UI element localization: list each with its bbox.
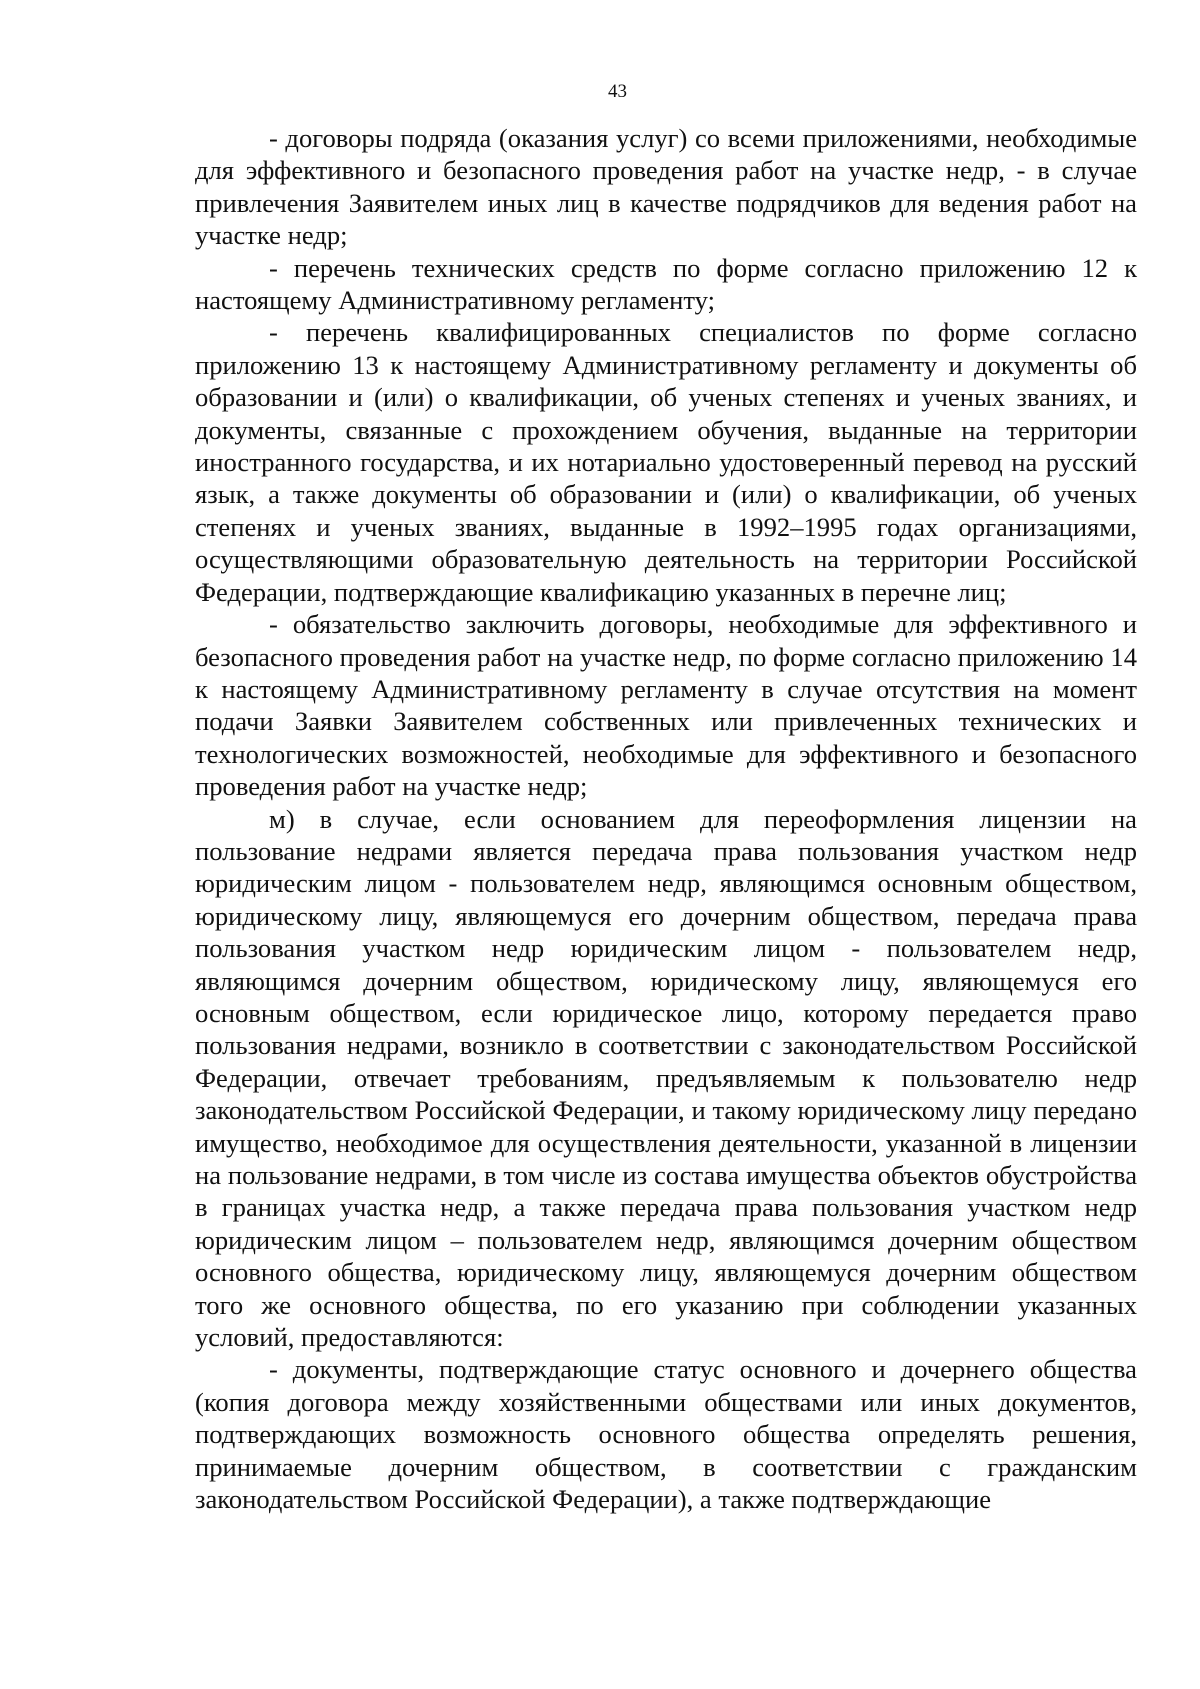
paragraph-specialists-list: - перечень квалифицированных специалистов по форме согласно приложению 13 к настоящему Административному регламенту и документы об образовании и (или) о квалификации, об ученых степенях и ученых званиях, и документы, связанные с прохождением обучения, выданные на территории иностранного государства, и их нотариально удостоверенный перевод на русский язык, а также документы об образовании и (или) о квалификации, об ученых степенях и ученых званиях, выданные в 1992–1995 годах организациями, осуществляющими образовательную деятельность на территории Российской Федерации, подтверждающие квалификацию указанных в перечне лиц; [195,317,1137,607]
paragraph-technical-means-list: - перечень технических средств по форме согласно приложению 12 к настоящему Административному регламенту; [195,252,1137,316]
paragraph-contracts: - договоры подряда (оказания услуг) со всеми приложениями, необходимые для эффективного и безопасного проведения работ на участке недр, - в случае привлечения Заявителем иных лиц в качестве подрядчиков для ведения работ на участке недр; [195,123,1137,251]
paragraph-status-documents: - документы, подтверждающие статус основного и дочернего общества (копия договора между хозяйственными обществами или иных документов, подтверждающих возможность основного общества определять решения, принимаемые дочерним обществом, в соответствии с гражданским законодательством Российской Федерации), а также подтверждающие [195,1354,1137,1515]
document-body [195,122,1137,1515]
paragraph-obligation: - обязательство заключить договоры, необходимые для эффективного и безопасного проведения работ на участке недр, по форме согласно приложению 14 к настоящему Административному регламенту в случае отсутствия на момент подачи Заявки Заявителем собственных или привлеченных технических и технологических возможностей, необходимые для эффективного и безопасного проведения работ на участке недр; [195,609,1137,802]
page-number: 43 [608,81,627,102]
paragraph-item-m: м) в случае, если основанием для переоформления лицензии на пользование недрами является передача права пользования участком недр юридическим лицом - пользователем недр, являющимся основным обществом, юридическому лицу, являющемуся его дочерним обществом, передача права пользования участком недр юридическим лицом - пользователем недр, являющимся дочерним обществом, юридическому лицу, являющемуся его основным обществом, если юридическое лицо, которому передается право пользования недрами, возникло в соответствии с законодательством Российской Федерации, отвечает требованиям, предъявляемым к пользователю недр законодательством Российской Федерации, и такому юридическому лицу передано имущество, необходимое для осуществления деятельности, указанной в лицензии на пользование недрами, в том числе из состава имущества объектов обустройства в границах участка недр, а также передача права пользования участком недр юридическим лицом – пользователем недр, являющимся дочерним обществом основного общества, юридическому лицу, являющемуся дочерним обществом того же основного общества, по его указанию при соблюдении указанных условий, предоставляются: [195,803,1137,1353]
